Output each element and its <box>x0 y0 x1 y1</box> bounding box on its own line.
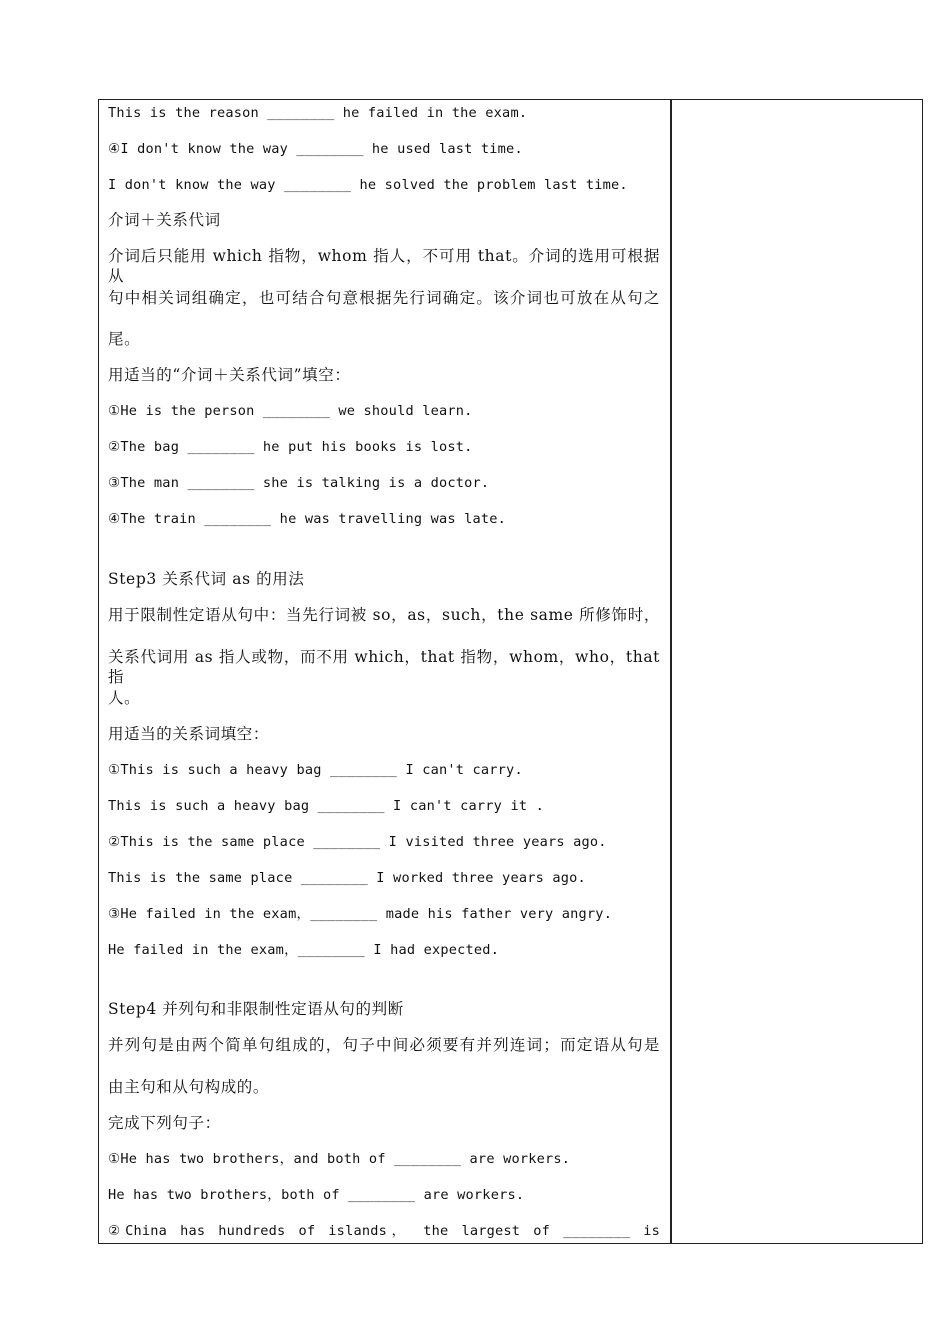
text-line: 尾。 <box>108 330 141 348</box>
section-heading: 介词＋关系代词 <box>108 211 221 229</box>
text-line: 用适当的关系词填空： <box>108 725 270 743</box>
text-line: This is the reason ________ he failed in the exam. <box>108 105 528 121</box>
exercise-line: ①He has two brothers，and both of ________ are workers. <box>108 1151 571 1167</box>
exercise-line: This is such a heavy bag ________ I can't carry it . <box>108 798 544 814</box>
text-line: 关系代词用 as 指人或物，而不用 which，that 指物，whom，who，that 指 <box>108 648 660 686</box>
text-line: 用于限制性定语从句中：当先行词被 so，as，such，the same 所修饰时， <box>108 606 660 624</box>
section-heading: Step3 关系代词 as 的用法 <box>108 570 305 588</box>
section-heading: Step4 并列句和非限制性定语从句的判断 <box>108 1000 404 1018</box>
exercise-line: ③He failed in the exam，________ made his father very angry. <box>108 906 613 922</box>
text-line: I don't know the way ________ he solved the problem last time. <box>108 177 628 193</box>
text-line: 由主句和从句构成的。 <box>108 1078 270 1096</box>
text-line: 介词后只能用 which 指物，whom 指人，不可用 that。介词的选用可根据从 <box>108 247 660 285</box>
text-line: 并列句是由两个简单句组成的，句子中间必须要有并列连词；而定语从句是 <box>108 1036 660 1054</box>
exercise-line: He has two brothers，both of ________ are workers. <box>108 1187 525 1203</box>
exercise-line: ②China has hundreds of islands， the largest of ________ is <box>108 1223 660 1239</box>
exercise-line: ①This is such a heavy bag ________ I can't carry. <box>108 762 523 778</box>
exercise-line: ②This is the same place ________ I visited three years ago. <box>108 834 607 850</box>
text-line: 完成下列句子： <box>108 1114 221 1132</box>
exercise-line: ①He is the person ________ we should learn. <box>108 403 473 419</box>
exercise-line: ②The bag ________ he put his books is lost. <box>108 439 473 455</box>
text-line: 人。 <box>108 689 141 707</box>
text-line: ④I don't know the way ________ he used last time. <box>108 141 523 157</box>
text-line: 句中相关词组确定，也可结合句意根据先行词确定。该介词也可放在从句之 <box>108 289 660 307</box>
exercise-line: This is the same place ________ I worked three years ago. <box>108 870 586 886</box>
exercise-line: ④The train ________ he was travelling was late. <box>108 511 507 527</box>
exercise-line: ③The man ________ she is talking is a doctor. <box>108 475 490 491</box>
text-line: 用适当的“介词＋关系代词”填空： <box>108 366 351 384</box>
table-column-divider <box>670 99 672 1244</box>
exercise-line: He failed in the exam，________ I had expected. <box>108 942 500 958</box>
